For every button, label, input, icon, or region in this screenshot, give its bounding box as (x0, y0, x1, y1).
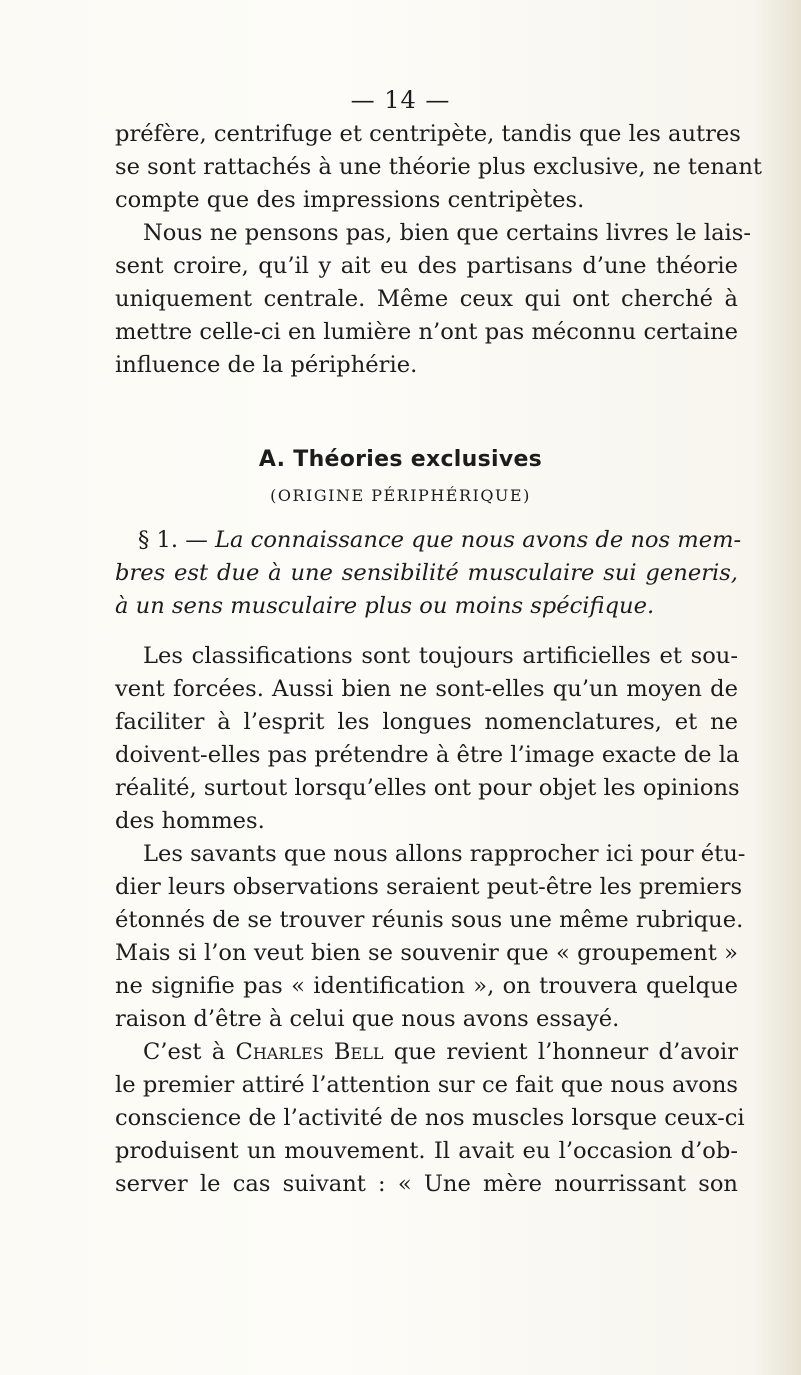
text-line: produisent un mouvement. Il avait eu l’occasion d’ob- (115, 1138, 738, 1164)
text-line: Nous ne pensons pas, bien que certains livres le lais- (143, 220, 751, 246)
page-number: — 14 — (350, 86, 451, 114)
text-line: mettre celle-ci en lumière n’ont pas méconnu certaine (115, 319, 738, 345)
subsection-dash: — (185, 527, 208, 553)
text-line: dier leurs observations seraient peut-être les premiers (115, 874, 743, 900)
text-line: préfère, centrifuge et centripète, tandis que les autres (115, 121, 741, 147)
text-line: à un sens musculaire plus ou moins spécifique. (115, 593, 655, 619)
section-heading: A. Théories exclusives (258, 447, 543, 472)
text-fragment: que revient l’honneur d’avoir (393, 1039, 739, 1065)
text-line: conscience de l’activité de nos muscles lorsque ceux-ci (115, 1105, 745, 1131)
paragraph (115, 640, 738, 838)
text-line (115, 1036, 738, 1069)
text-line: ne signifie pas « identification », on trouvera quelque (115, 973, 738, 999)
text-line: compte que des impressions centripètes. (115, 187, 585, 213)
text-line: le premier attiré l’attention sur ce fait que nous avons (115, 1072, 738, 1098)
text-line: vent forcées. Aussi bien ne sont-elles qu’un moyen de (115, 676, 738, 702)
text-line: server le cas suivant : « Une mère nourrissant son (115, 1171, 738, 1197)
subsection-title (115, 524, 742, 623)
text-line: des hommes. (115, 808, 265, 834)
paragraph (115, 1036, 745, 1201)
text-line: doivent-elles pas prétendre à être l’image exacte de la (115, 742, 740, 768)
text-line: uniquement centrale. Même ceux qui ont cherché à (115, 286, 738, 312)
text-line: Les classifications sont toujours artificielles et sou- (143, 643, 738, 669)
text-line: Les savants que nous allons rapprocher ici pour étu- (143, 841, 746, 867)
text-fragment: C’est à (143, 1039, 226, 1065)
paragraph (115, 838, 746, 1036)
text-line: influence de la périphérie. (115, 352, 418, 378)
text-line: sent croire, qu’il y ait eu des partisans d’une théorie (115, 253, 738, 279)
subsection-title-text: La connaissance que nous avons de nos mem- (215, 527, 742, 553)
text-line: raison d’être à celui que nous avons essayé. (115, 1006, 620, 1032)
text-line: réalité, surtout lorsqu’elles ont pour objet les opinions (115, 775, 740, 801)
section-subheading: (ORIGINE PÉRIPHÉRIQUE) (270, 486, 531, 505)
text-line: Mais si l’on veut bien se souvenir que « groupement » (115, 940, 738, 966)
author-name: Charles Bell (235, 1039, 384, 1065)
paragraph-continuation (115, 118, 762, 217)
text-line: bres est due à une sensibilité musculaire sui generis, (115, 560, 738, 586)
text-line: faciliter à l’esprit les longues nomenclatures, et ne (115, 709, 738, 735)
text-line: étonnés de se trouver réunis sous une même rubrique. (115, 907, 744, 933)
paragraph (115, 217, 751, 382)
text-line: se sont rattachés à une théorie plus exclusive, ne tenant (115, 154, 762, 180)
subsection-number: § 1. (138, 527, 179, 553)
text-line (115, 524, 742, 557)
